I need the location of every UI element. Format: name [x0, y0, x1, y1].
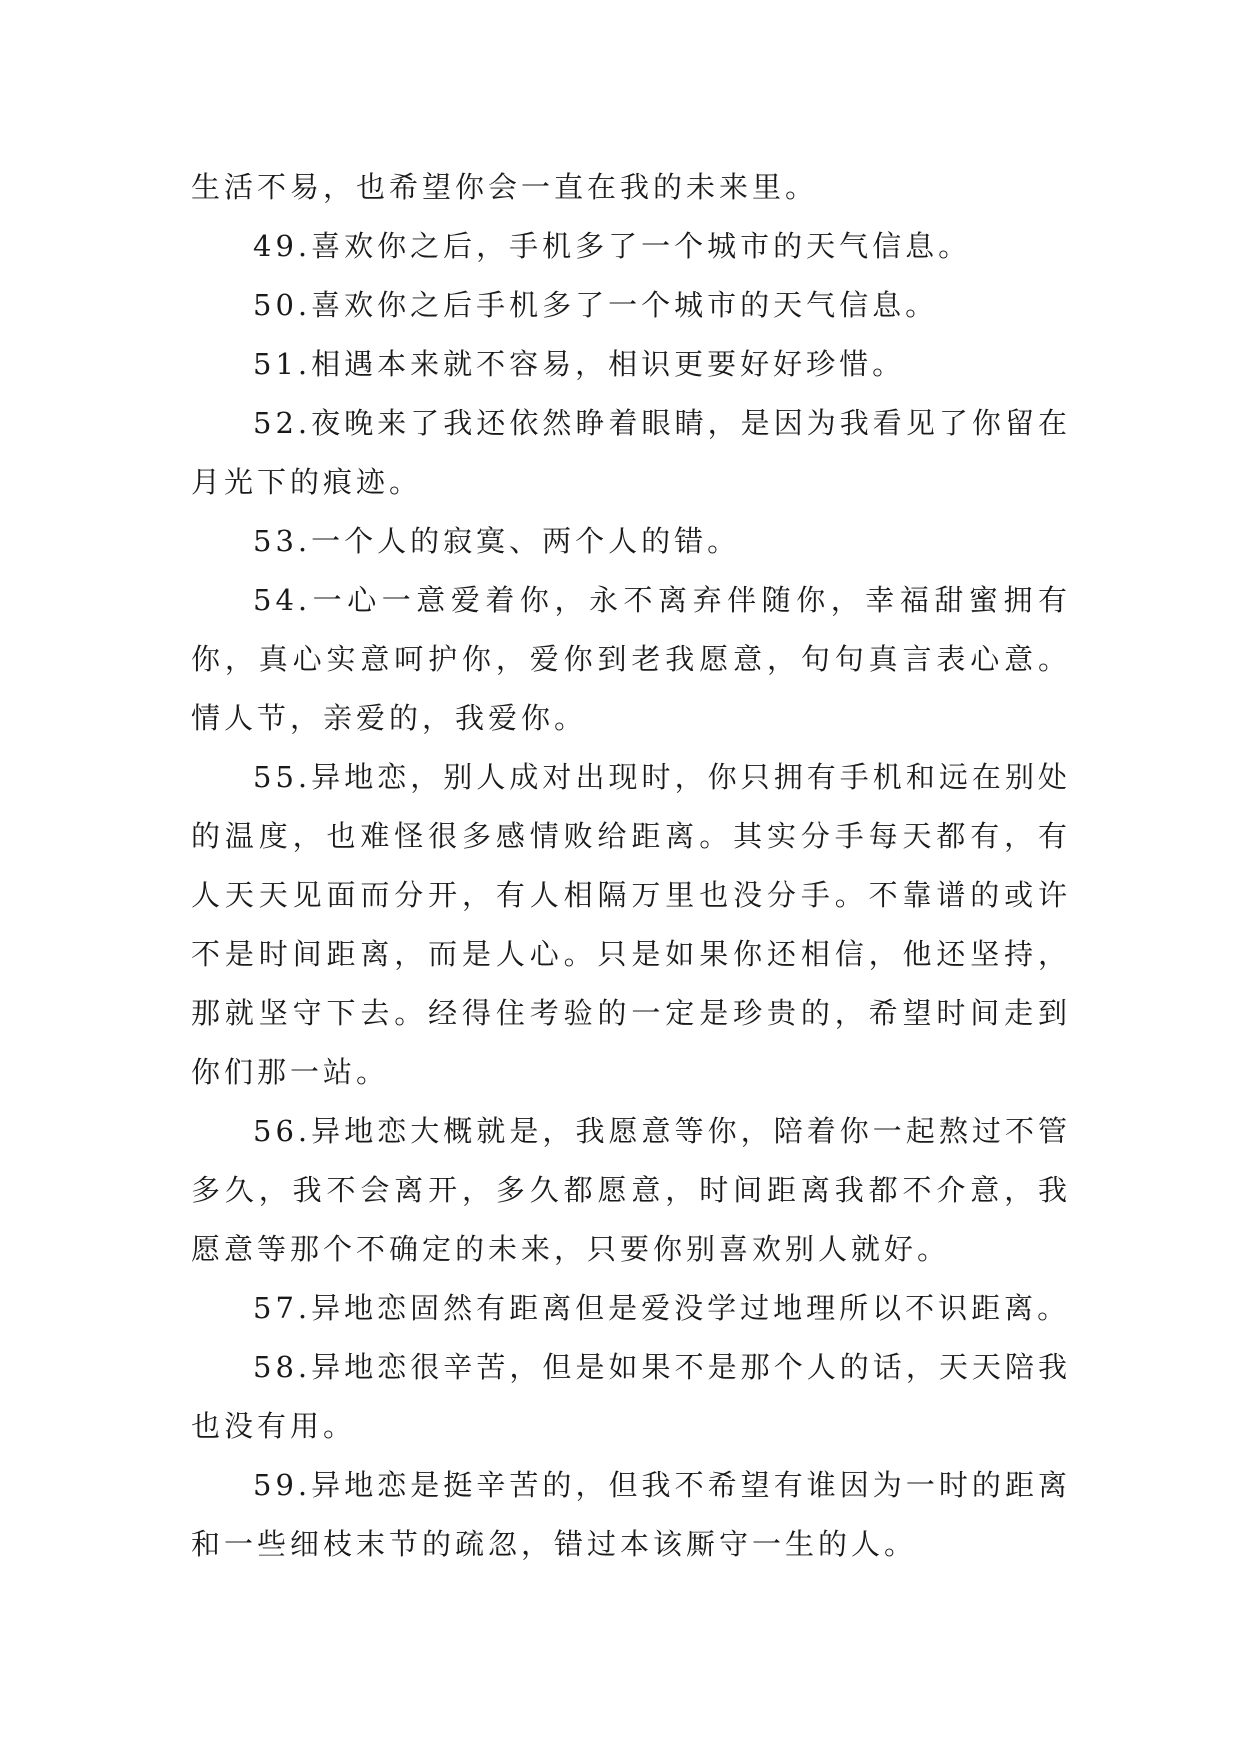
paragraph-item-57: 57.异地恋固然有距离但是爱没学过地理所以不识距离。 — [253, 1291, 1071, 1325]
paragraph-item-59: 59.异地恋是挺辛苦的，但我不希望有谁因为一时的距离和一些细枝末节的疏忽，错过本该厮守一生的人。 — [191, 1468, 1071, 1561]
paragraph-item-54: 54.一心一意爱着你，永不离弃伴随你，幸福甜蜜拥有你，真心实意呵护你，爱你到老我愿意，句句真言表心意。情人节，亲爱的，我爱你。 — [191, 583, 1071, 735]
paragraph-item-52: 52.夜晚来了我还依然睁着眼睛，是因为我看见了你留在月光下的痕迹。 — [191, 406, 1071, 499]
paragraph-item-50: 50.喜欢你之后手机多了一个城市的天气信息。 — [253, 288, 939, 322]
paragraph-item-58: 58.异地恋很辛苦，但是如果不是那个人的话，天天陪我也没有用。 — [191, 1350, 1071, 1443]
paragraph-item-56: 56.异地恋大概就是，我愿意等你，陪着你一起熬过不管多久，我不会离开，多久都愿意，时间距离我都不介意，我愿意等那个不确定的未来，只要你别喜欢别人就好。 — [191, 1114, 1071, 1266]
document-body — [191, 158, 1071, 1574]
paragraph-item-55: 55.异地恋，别人成对出现时，你只拥有手机和远在别处的温度，也难怪很多感情败给距离。其实分手每天都有，有人天天见面而分开，有人相隔万里也没分手。不靠谱的或许不是时间距离，而是人心。只是如果你还相信，他还坚持，那就坚守下去。经得住考验的一定是珍贵的，希望时间走到你们那一站。 — [191, 760, 1071, 1089]
paragraph-item-49: 49.喜欢你之后，手机多了一个城市的天气信息。 — [253, 229, 972, 263]
paragraph-continuation: 生活不易，也希望你会一直在我的未来里。 — [191, 170, 819, 204]
paragraph-item-53: 53.一个人的寂寞、两个人的错。 — [253, 524, 741, 558]
paragraph-item-51: 51.相遇本来就不容易，相识更要好好珍惜。 — [253, 347, 906, 381]
